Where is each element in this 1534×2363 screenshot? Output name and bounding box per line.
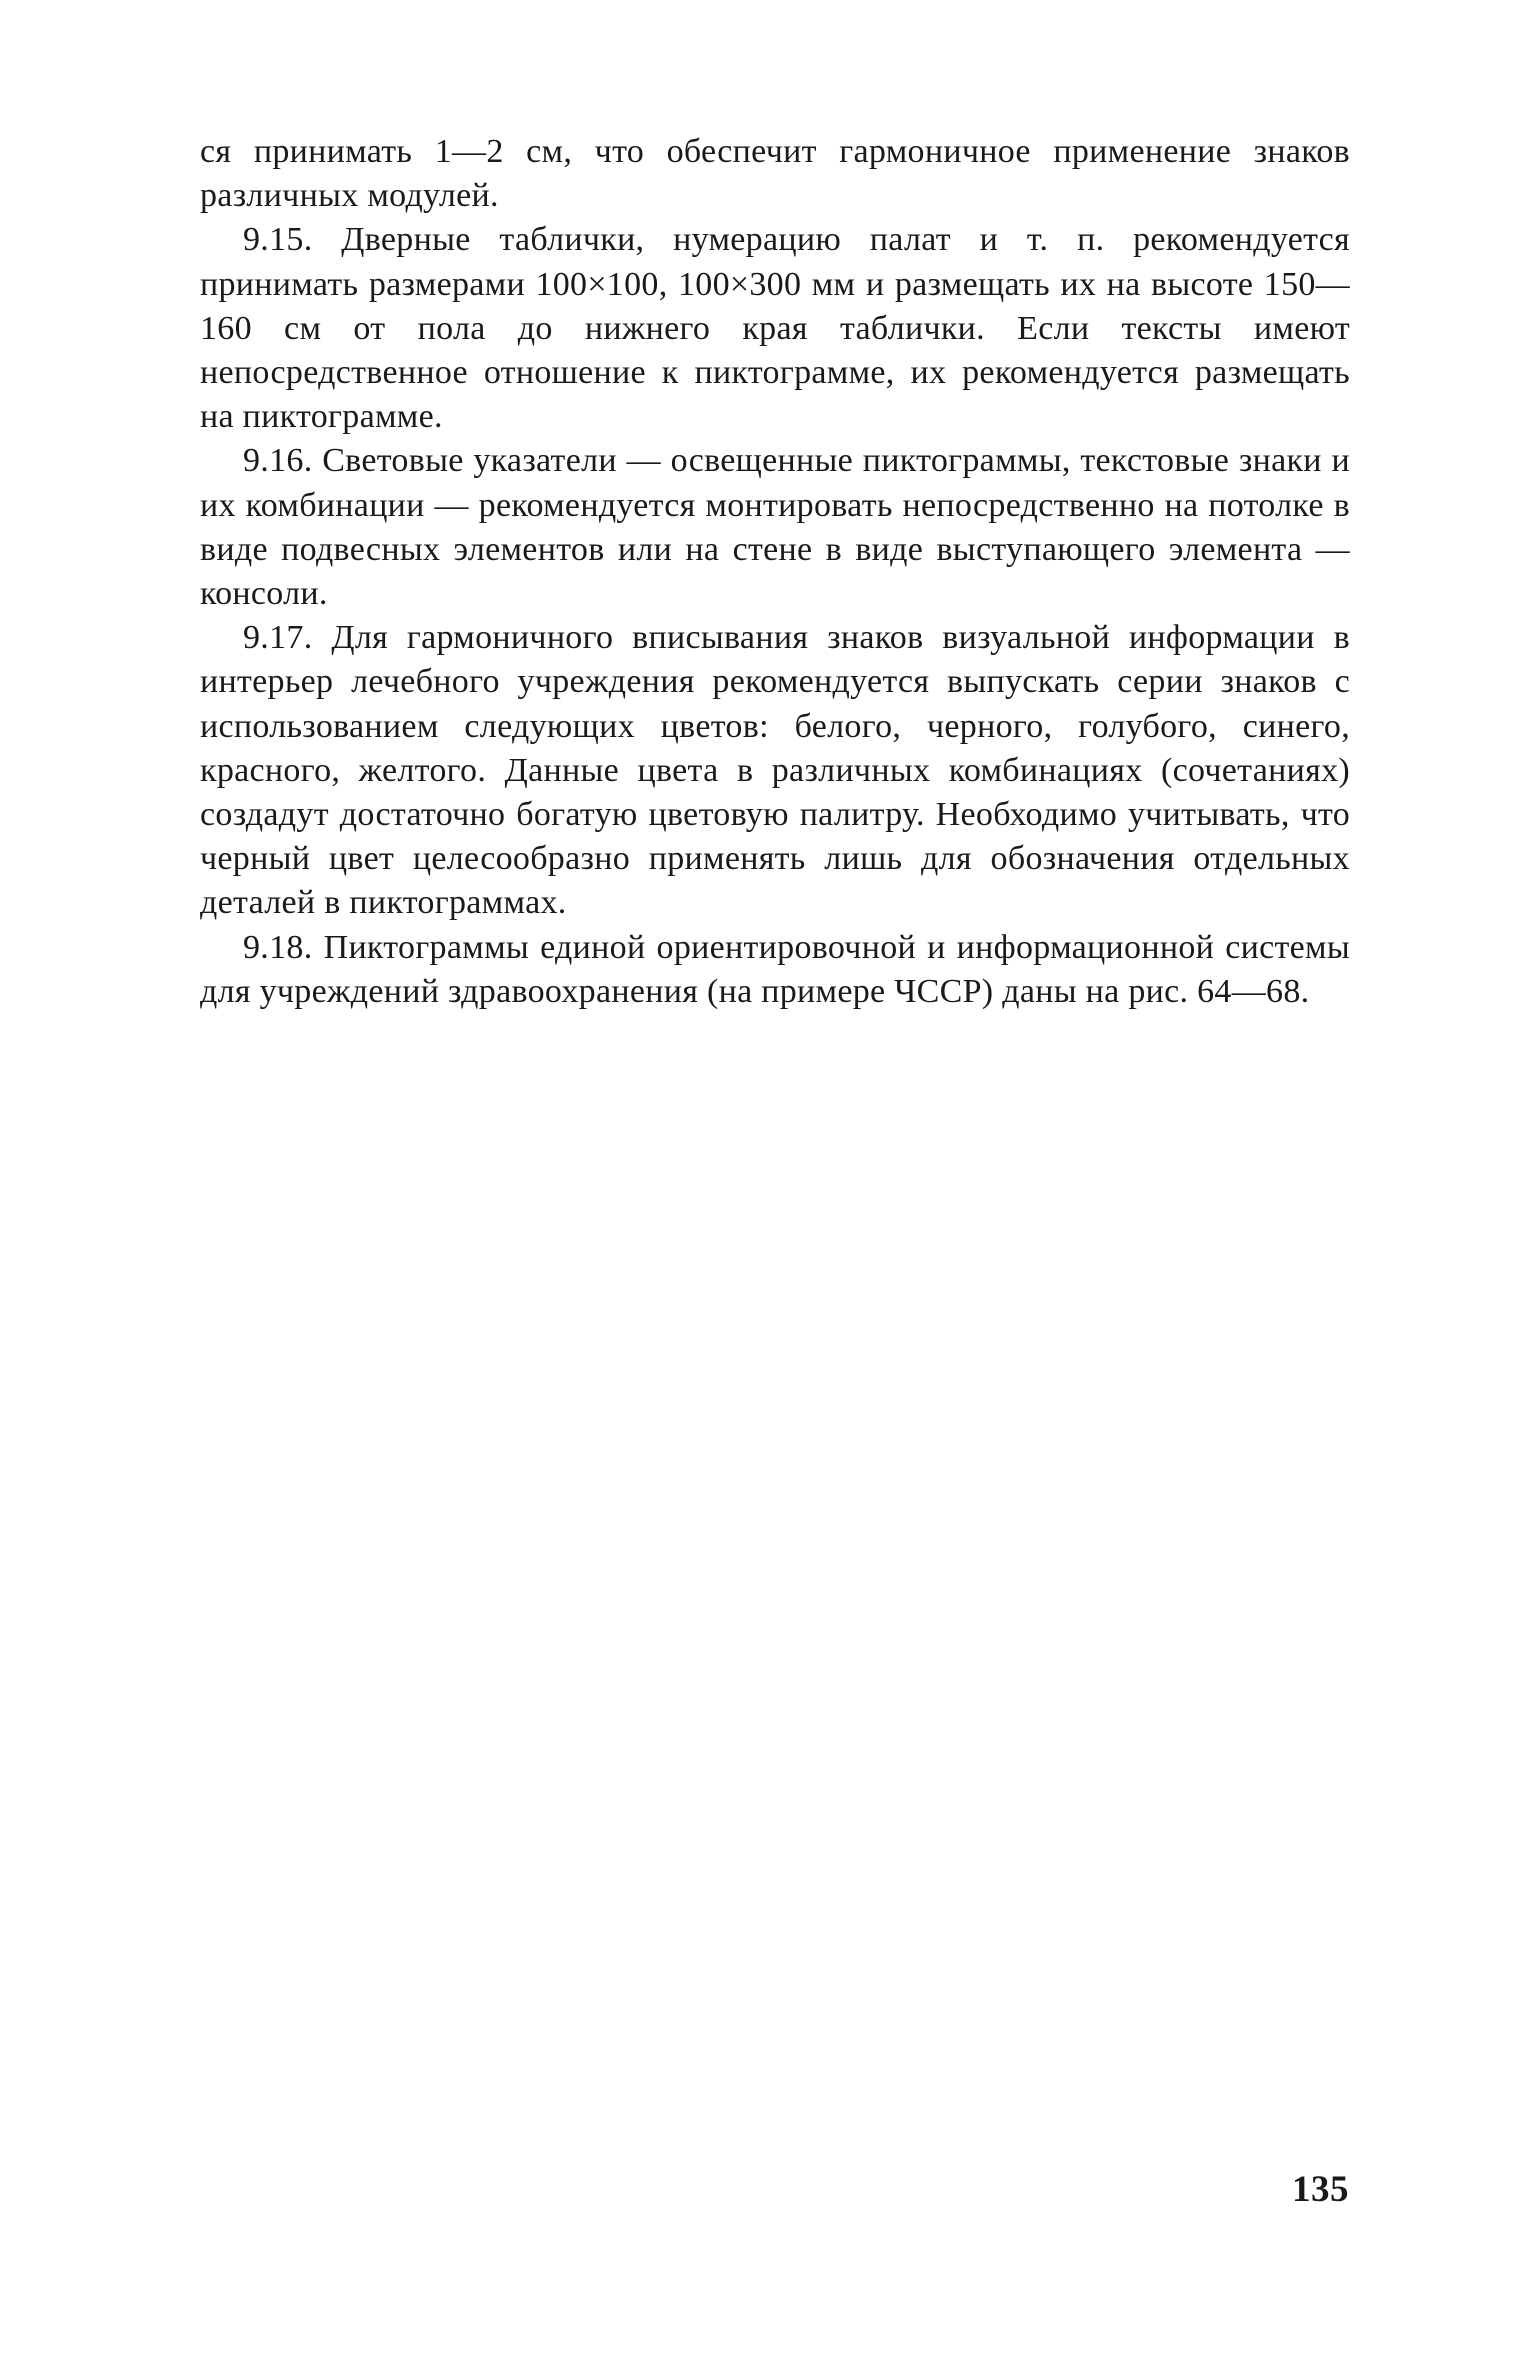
- paragraph-9-18: 9.18. Пиктограммы единой ориентировочной и информационной системы для учреждений здравоохранения (на примере ЧССР) даны на рис. 64—68.: [200, 928, 1350, 1010]
- paragraph-9-16: 9.16. Световые указатели — освещенные пиктограммы, текстовые знаки и их комбинации — рекомендуется монтировать непосредственно на потолке в виде подвесных элементов или на стене в виде выступающего элемента — консоли.: [200, 442, 1350, 613]
- body-text: [200, 130, 1350, 1014]
- paragraph-9-17: 9.17. Для гармоничного вписывания знаков визуальной информации в интерьер лечебного учреждения рекомендуется выпускать серии знаков с использованием следующих цветов: белого, черного, голубого, синего, красного, желтого. Данные цвета в различных комбинациях (сочетаниях) создадут достаточно богатую цветовую палитру. Необходимо учитывать, что черный цвет целесообразно применять лишь для обозначения отдельных деталей в пиктограммах.: [200, 619, 1350, 922]
- paragraph-continuation: ся принимать 1—2 см, что обеспечит гармоничное применение знаков различных модулей.: [200, 133, 1350, 215]
- paragraph-9-15: 9.15. Дверные таблички, нумерацию палат и т. п. рекомендуется принимать размерами 100×100, 100×300 мм и размещать их на высоте 150—160 см от пола до нижнего края таблички. Если тексты имеют непосредственное отношение к пиктограмме, их рекомендуется размещать на пиктограмме.: [200, 221, 1350, 436]
- page-number: 135: [1292, 2169, 1349, 2210]
